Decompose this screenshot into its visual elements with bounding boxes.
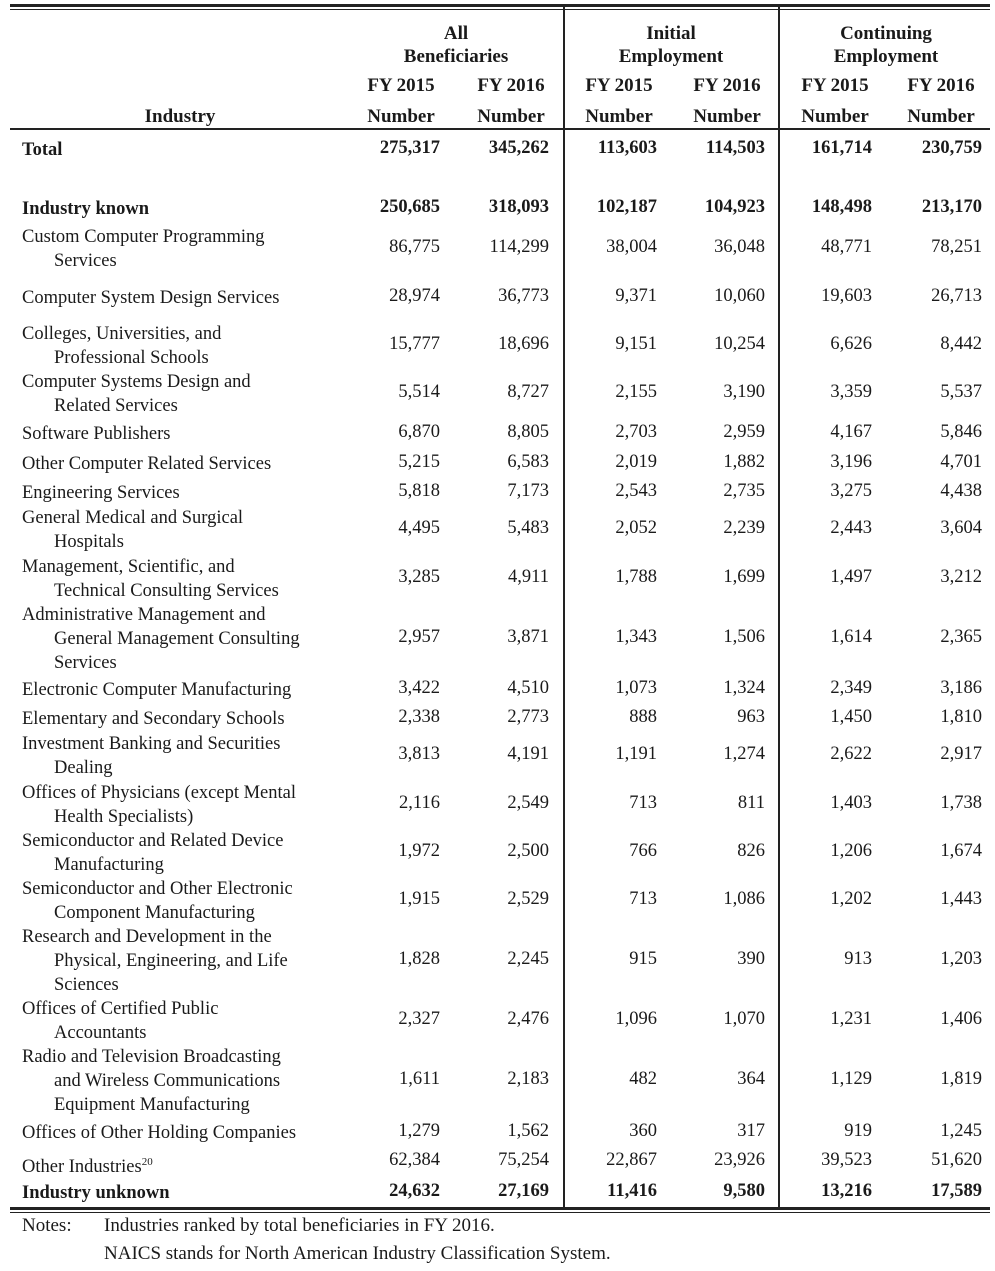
bottom-rule-thick	[10, 1207, 990, 1210]
industry-label	[22, 877, 293, 925]
value-cell: 5,483	[507, 518, 549, 538]
top-rule-thin	[10, 9, 990, 10]
industry-label	[22, 829, 283, 877]
value-cell: 4,191	[507, 744, 549, 764]
industry-label	[22, 322, 221, 370]
value-cell: 2,327	[398, 1009, 440, 1029]
industry-label-line: Total	[22, 140, 63, 160]
year-header: FY 2015	[367, 75, 435, 96]
value-cell: 1,206	[830, 841, 872, 861]
value-cell: 1,450	[830, 707, 872, 727]
value-cell: 3,186	[940, 678, 982, 698]
value-cell: 1,443	[940, 889, 982, 909]
value-cell: 1,202	[830, 889, 872, 909]
industry-label	[22, 481, 180, 505]
industry-label	[22, 678, 291, 702]
value-cell: 39,523	[821, 1150, 872, 1170]
value-cell: 1,497	[830, 567, 872, 587]
value-cell: 2,476	[507, 1009, 549, 1029]
value-cell: 5,818	[398, 481, 440, 501]
industry-label-line: Technical Consulting Services	[54, 581, 279, 601]
value-cell: 4,510	[507, 678, 549, 698]
industry-label-line: Equipment Manufacturing	[54, 1095, 250, 1115]
industry-label	[22, 452, 271, 476]
industry-label-line: Research and Development in the	[22, 927, 272, 947]
industry-label-line: Management, Scientific, and	[22, 557, 235, 577]
value-cell: 5,846	[940, 422, 982, 442]
value-cell: 1,972	[398, 841, 440, 861]
industry-label-line: Accountants	[54, 1023, 147, 1043]
value-cell: 3,604	[940, 518, 982, 538]
industry-label-line: Professional Schools	[54, 348, 209, 368]
value-cell: 482	[629, 1069, 657, 1089]
value-cell: 8,805	[507, 422, 549, 442]
value-cell: 4,495	[398, 518, 440, 538]
industry-label-line: and Wireless Communications	[54, 1071, 281, 1091]
value-cell: 78,251	[931, 237, 982, 257]
value-cell: 2,365	[940, 627, 982, 647]
group-header: Initial Employment	[618, 23, 724, 67]
industry-label	[22, 555, 279, 603]
value-cell: 1,191	[615, 744, 657, 764]
industry-label-line: Sciences	[54, 975, 119, 995]
value-cell: 1,788	[615, 567, 657, 587]
value-cell: 1,828	[398, 949, 440, 969]
unit-header: Number	[693, 106, 761, 127]
value-cell: 36,773	[498, 286, 549, 306]
value-cell: 2,116	[399, 793, 440, 813]
industry-label	[22, 1121, 296, 1145]
value-cell: 4,701	[940, 452, 982, 472]
header-rule	[10, 128, 990, 130]
industry-label-line: Dealing	[54, 758, 113, 778]
value-cell: 1,231	[830, 1009, 872, 1029]
value-cell: 1,343	[615, 627, 657, 647]
industry-label-line: Engineering Services	[22, 483, 180, 503]
industry-label-line: Semiconductor and Other Electronic	[22, 879, 293, 899]
value-cell: 713	[629, 793, 657, 813]
value-cell: 104,923	[704, 197, 765, 217]
value-cell: 390	[737, 949, 765, 969]
value-cell: 3,422	[398, 678, 440, 698]
industry-label-line: Services	[54, 251, 117, 271]
value-cell: 3,813	[398, 744, 440, 764]
value-cell: 9,151	[615, 334, 657, 354]
value-cell: 5,537	[940, 382, 982, 402]
value-cell: 27,169	[498, 1181, 549, 1201]
value-cell: 2,245	[507, 949, 549, 969]
industry-label-line: Computer System Design Services	[22, 288, 280, 308]
value-cell: 3,359	[830, 382, 872, 402]
value-cell: 1,611	[399, 1069, 440, 1089]
value-cell: 1,324	[723, 678, 765, 698]
value-cell: 22,867	[606, 1150, 657, 1170]
value-cell: 9,371	[615, 286, 657, 306]
industry-label	[22, 138, 62, 162]
industry-label-line: Physical, Engineering, and Life	[54, 951, 288, 971]
value-cell: 36,048	[714, 237, 765, 257]
footnote-marker: 20	[141, 1156, 153, 1168]
value-cell: 10,060	[714, 286, 765, 306]
industry-column-header: Industry	[144, 106, 216, 127]
value-cell: 2,529	[507, 889, 549, 909]
industry-label-line: Industry unknown	[22, 1183, 170, 1203]
value-cell: 38,004	[606, 237, 657, 257]
column-divider	[778, 7, 780, 1207]
value-cell: 766	[629, 841, 657, 861]
group-header: All Beneficiaries	[403, 23, 509, 67]
industry-label	[22, 422, 171, 446]
value-cell: 51,620	[931, 1150, 982, 1170]
value-cell: 3,871	[507, 627, 549, 647]
industry-label-line: Administrative Management and	[22, 605, 266, 625]
industry-label-line: Elementary and Secondary Schools	[22, 709, 285, 729]
value-cell: 2,773	[507, 707, 549, 727]
value-cell: 2,703	[615, 422, 657, 442]
value-cell: 1,882	[723, 452, 765, 472]
industry-label	[22, 603, 300, 675]
industry-label-line: Offices of Physicians (except Mental	[22, 783, 296, 803]
year-header: FY 2016	[477, 75, 545, 96]
industry-label-line: Health Specialists)	[54, 807, 194, 827]
value-cell: 2,917	[940, 744, 982, 764]
industry-label-line: Related Services	[54, 396, 178, 416]
industry-label-line: Component Manufacturing	[54, 903, 255, 923]
value-cell: 915	[629, 949, 657, 969]
industry-label	[22, 925, 288, 997]
value-cell: 2,957	[398, 627, 440, 647]
note-line: NAICS stands for North American Industry Classification System.	[104, 1243, 611, 1264]
value-cell: 75,254	[498, 1150, 549, 1170]
value-cell: 2,443	[830, 518, 872, 538]
industry-label-line: Offices of Other Holding Companies	[22, 1123, 297, 1143]
value-cell: 1,086	[723, 889, 765, 909]
value-cell: 913	[844, 949, 872, 969]
value-cell: 28,974	[389, 286, 440, 306]
industry-label-line: General Management Consulting	[54, 629, 300, 649]
value-cell: 5,514	[398, 382, 440, 402]
industry-label-line: Other Industries	[22, 1157, 142, 1178]
value-cell: 3,285	[398, 567, 440, 587]
value-cell: 888	[629, 707, 657, 727]
value-cell: 5,215	[398, 452, 440, 472]
industry-label	[22, 506, 243, 554]
value-cell: 24,632	[389, 1181, 440, 1201]
value-cell: 1,699	[723, 567, 765, 587]
value-cell: 1,245	[940, 1121, 982, 1141]
value-cell: 48,771	[821, 237, 872, 257]
industry-label-line: Services	[54, 653, 117, 673]
value-cell: 364	[737, 1069, 765, 1089]
unit-header: Number	[585, 106, 653, 127]
value-cell: 6,626	[830, 334, 872, 354]
value-cell: 11,416	[607, 1181, 657, 1201]
value-cell: 275,317	[379, 138, 440, 158]
column-divider	[563, 7, 565, 1207]
value-cell: 1,614	[830, 627, 872, 647]
value-cell: 3,196	[830, 452, 872, 472]
value-cell: 811	[737, 793, 765, 813]
unit-header: Number	[801, 106, 869, 127]
industry-label	[22, 1045, 281, 1117]
industry-label-line: Offices of Certified Public	[22, 999, 219, 1019]
value-cell: 62,384	[389, 1150, 440, 1170]
unit-header: Number	[907, 106, 975, 127]
industry-label	[22, 197, 149, 221]
industry-label-line: Semiconductor and Related Device	[22, 831, 284, 851]
value-cell: 1,562	[507, 1121, 549, 1141]
value-cell: 114,503	[705, 138, 765, 158]
value-cell: 2,735	[723, 481, 765, 501]
value-cell: 17,589	[931, 1181, 982, 1201]
value-cell: 713	[629, 889, 657, 909]
value-cell: 1,810	[940, 707, 982, 727]
value-cell: 6,870	[398, 422, 440, 442]
value-cell: 1,674	[940, 841, 982, 861]
value-cell: 2,155	[615, 382, 657, 402]
value-cell: 148,498	[811, 197, 872, 217]
value-cell: 2,543	[615, 481, 657, 501]
industry-label	[22, 286, 279, 310]
value-cell: 250,685	[379, 197, 440, 217]
value-cell: 826	[737, 841, 765, 861]
group-header: Continuing Employment	[833, 23, 939, 67]
unit-header: Number	[477, 106, 545, 127]
value-cell: 2,338	[398, 707, 440, 727]
value-cell: 2,622	[830, 744, 872, 764]
value-cell: 3,212	[940, 567, 982, 587]
industry-label	[22, 781, 296, 829]
value-cell: 318,093	[488, 197, 549, 217]
year-header: FY 2016	[907, 75, 975, 96]
value-cell: 1,406	[940, 1009, 982, 1029]
industry-label-line: General Medical and Surgical	[22, 508, 244, 528]
value-cell: 1,279	[398, 1121, 440, 1141]
value-cell: 345,262	[488, 138, 549, 158]
value-cell: 919	[844, 1121, 872, 1141]
value-cell: 2,959	[723, 422, 765, 442]
value-cell: 2,183	[507, 1069, 549, 1089]
industry-label	[22, 707, 285, 731]
unit-header: Number	[367, 106, 435, 127]
value-cell: 1,403	[830, 793, 872, 813]
value-cell: 1,915	[398, 889, 440, 909]
year-header: FY 2016	[693, 75, 761, 96]
value-cell: 213,170	[921, 197, 982, 217]
value-cell: 26,713	[931, 286, 982, 306]
value-cell: 1,096	[615, 1009, 657, 1029]
industry-label-line: Custom Computer Programming	[22, 227, 265, 247]
value-cell: 1,070	[723, 1009, 765, 1029]
value-cell: 113,603	[597, 138, 657, 158]
industry-label	[22, 997, 218, 1045]
industry-label-line: Manufacturing	[54, 855, 164, 875]
value-cell: 3,275	[830, 481, 872, 501]
value-cell: 1,819	[940, 1069, 982, 1089]
value-cell: 4,167	[830, 422, 872, 442]
industry-label-line: Electronic Computer Manufacturing	[22, 680, 292, 700]
industry-label-line: Other Computer Related Services	[22, 454, 272, 474]
value-cell: 317	[737, 1121, 765, 1141]
year-header: FY 2015	[801, 75, 869, 96]
notes-label: Notes:	[22, 1215, 72, 1236]
industry-label-line: Colleges, Universities, and	[22, 324, 222, 344]
value-cell: 2,549	[507, 793, 549, 813]
industry-label	[22, 1181, 170, 1205]
note-line: Industries ranked by total beneficiaries in FY 2016.	[104, 1215, 495, 1236]
value-cell: 10,254	[714, 334, 765, 354]
value-cell: 102,187	[596, 197, 657, 217]
value-cell: 1,738	[940, 793, 982, 813]
top-rule-thick	[10, 4, 990, 7]
value-cell: 4,911	[508, 567, 549, 587]
value-cell: 18,696	[498, 334, 549, 354]
industry-label-line: Software Publishers	[22, 424, 171, 444]
industry-label-line: Radio and Television Broadcasting	[22, 1047, 281, 1067]
value-cell: 1,073	[615, 678, 657, 698]
industry-label	[22, 1150, 153, 1179]
value-cell: 13,216	[821, 1181, 872, 1201]
value-cell: 963	[737, 707, 765, 727]
value-cell: 8,442	[940, 334, 982, 354]
value-cell: 2,349	[830, 678, 872, 698]
industry-label	[22, 370, 251, 418]
value-cell: 86,775	[389, 237, 440, 257]
industry-label	[22, 225, 265, 273]
value-cell: 2,500	[507, 841, 549, 861]
value-cell: 1,203	[940, 949, 982, 969]
value-cell: 8,727	[507, 382, 549, 402]
industry-label	[22, 732, 280, 780]
value-cell: 15,777	[389, 334, 440, 354]
industry-label-line: Computer Systems Design and	[22, 372, 251, 392]
value-cell: 230,759	[921, 138, 982, 158]
value-cell: 161,714	[811, 138, 872, 158]
value-cell: 2,239	[723, 518, 765, 538]
year-header: FY 2015	[585, 75, 653, 96]
value-cell: 114,299	[489, 237, 549, 257]
value-cell: 23,926	[714, 1150, 765, 1170]
value-cell: 4,438	[940, 481, 982, 501]
value-cell: 360	[629, 1121, 657, 1141]
value-cell: 7,173	[507, 481, 549, 501]
industry-label-line: Hospitals	[54, 532, 124, 552]
value-cell: 19,603	[821, 286, 872, 306]
value-cell: 2,019	[615, 452, 657, 472]
industry-label-line: Investment Banking and Securities	[22, 734, 281, 754]
value-cell: 6,583	[507, 452, 549, 472]
value-cell: 1,274	[723, 744, 765, 764]
value-cell: 2,052	[615, 518, 657, 538]
value-cell: 3,190	[723, 382, 765, 402]
industry-label-line: Industry known	[22, 199, 149, 219]
value-cell: 1,506	[723, 627, 765, 647]
value-cell: 1,129	[830, 1069, 872, 1089]
value-cell: 9,580	[723, 1181, 765, 1201]
notes	[22, 1212, 611, 1268]
